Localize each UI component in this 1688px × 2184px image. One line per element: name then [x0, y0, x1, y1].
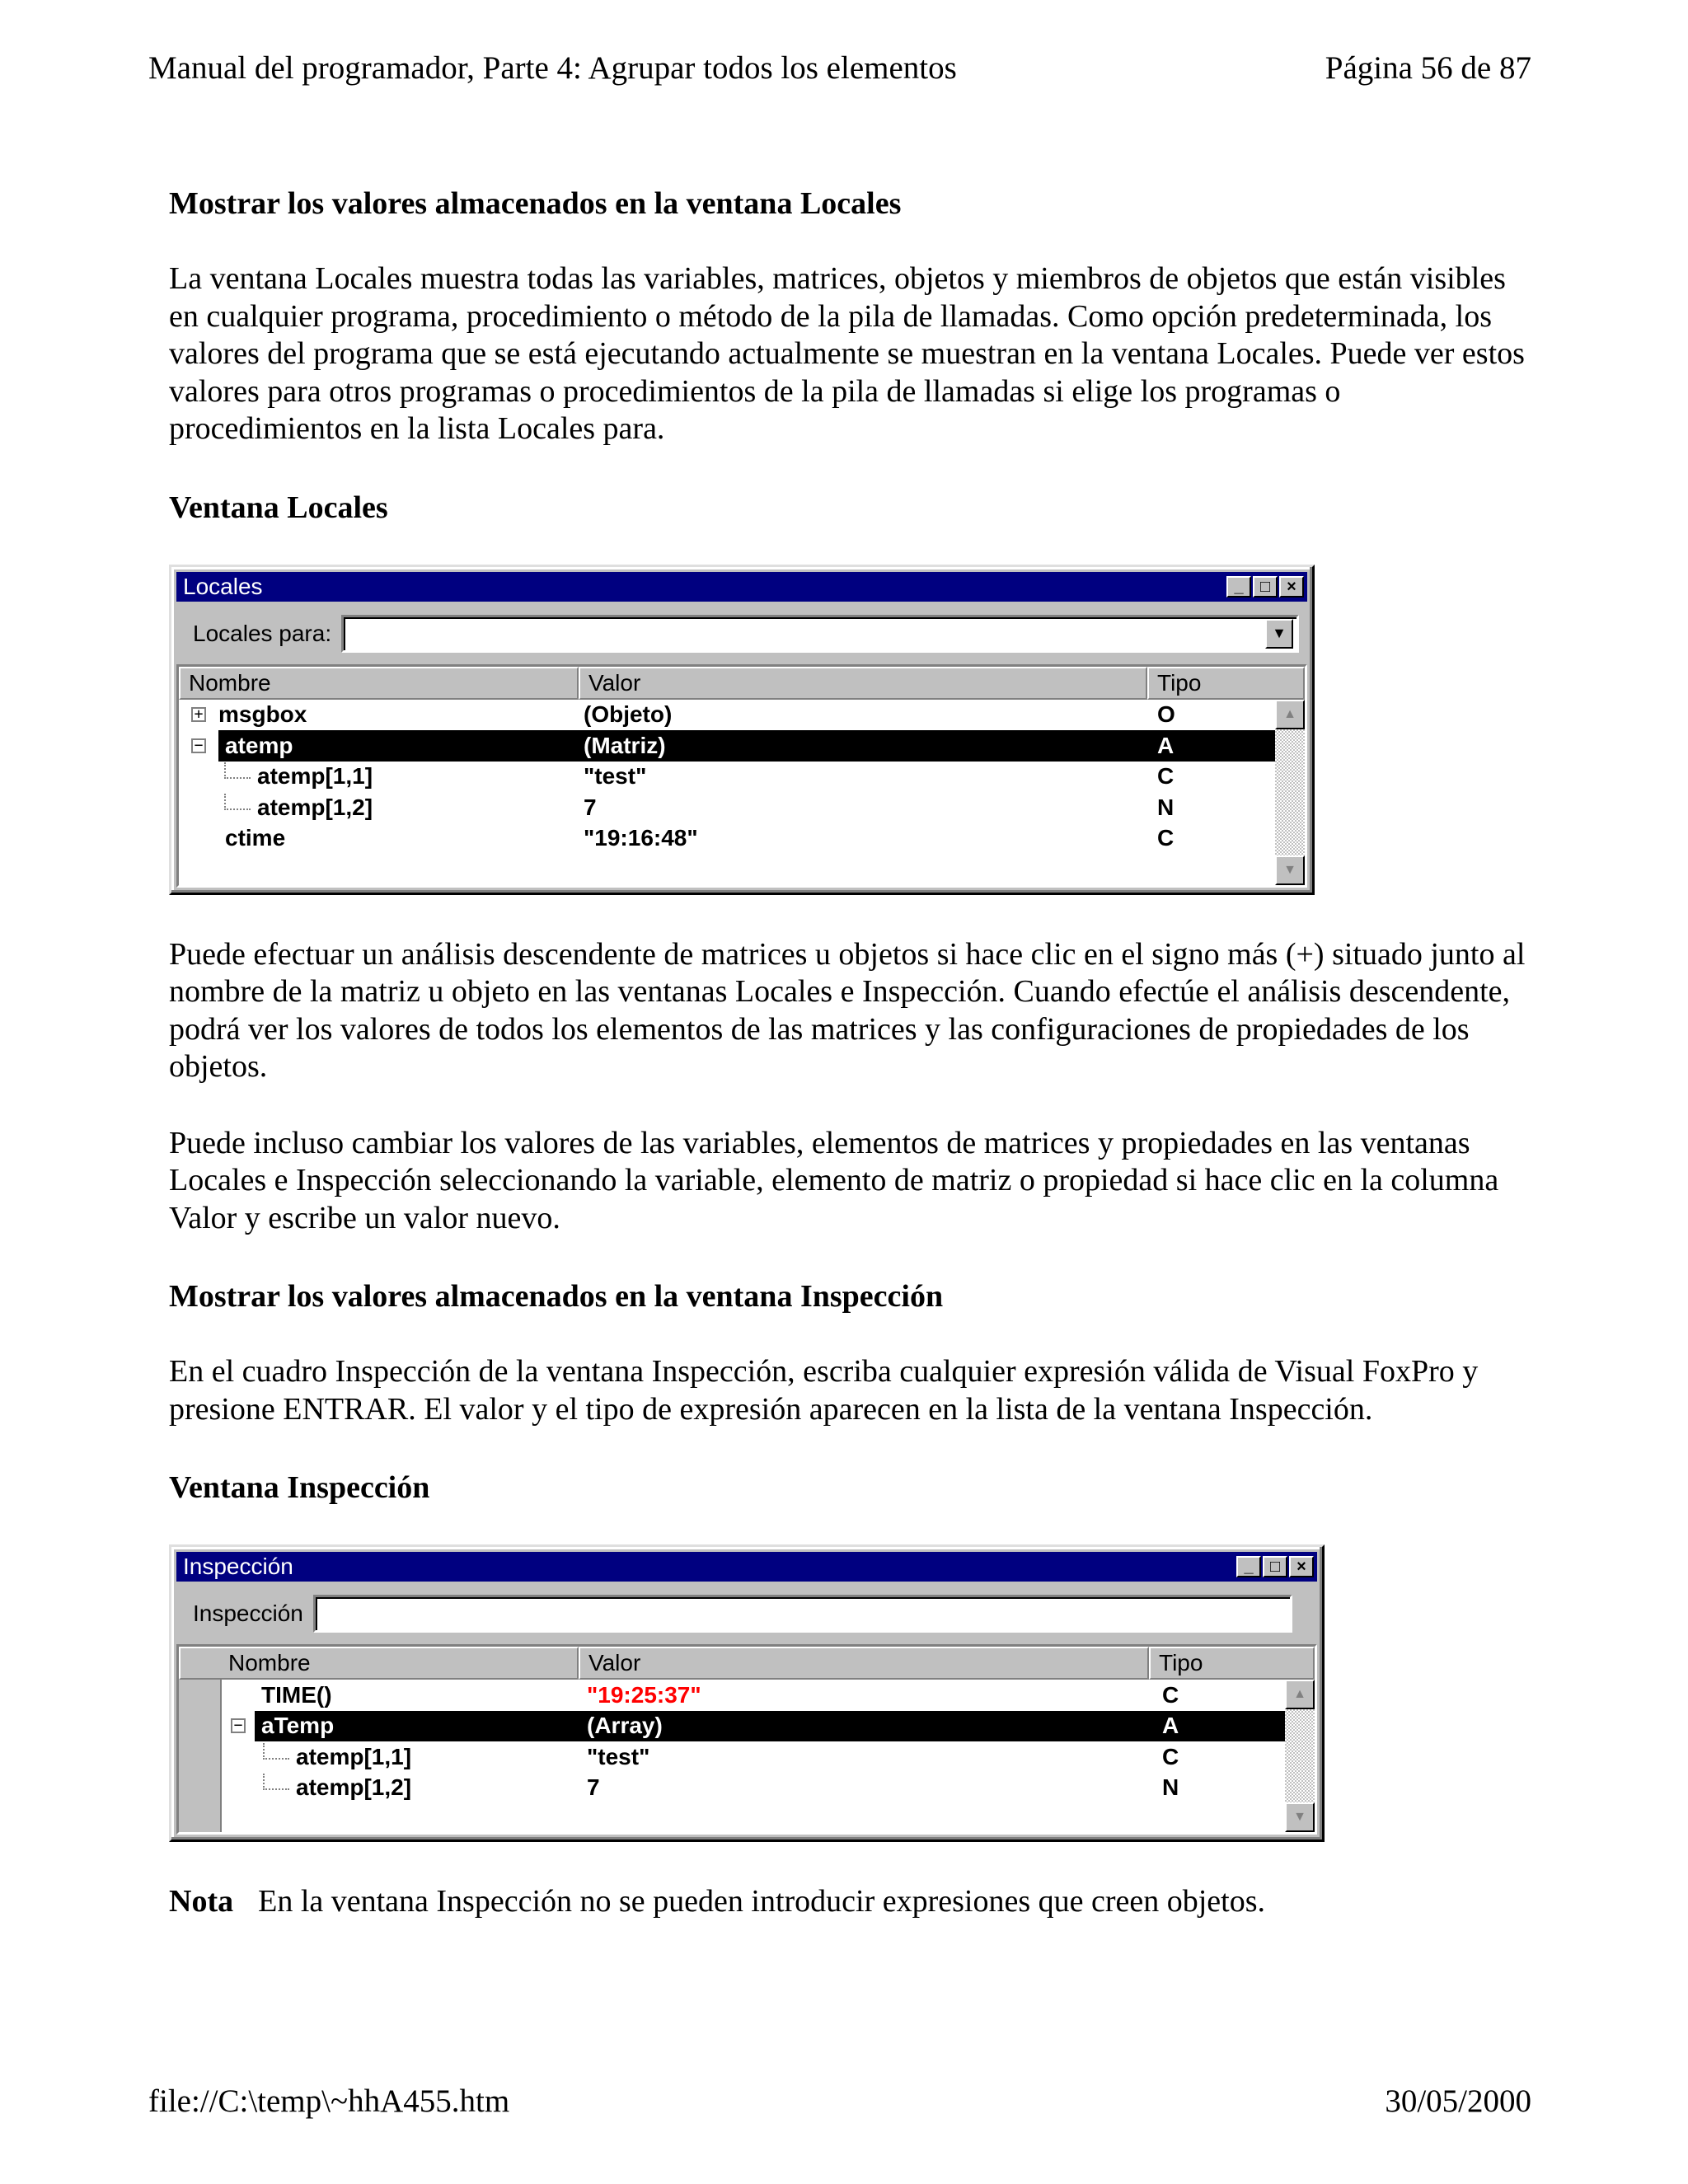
tree-line-icon — [224, 762, 251, 779]
scroll-down-button[interactable] — [1285, 1802, 1315, 1832]
list-row[interactable] — [179, 823, 1275, 855]
row-value[interactable]: "test" — [584, 763, 647, 790]
scroll-up-button[interactable] — [1275, 700, 1305, 729]
note-text: En la ventana Inspección no se pueden introducir expresiones que creen objetos. — [258, 1884, 1266, 1919]
tree-connector — [222, 1741, 296, 1773]
expand-toggle[interactable] — [179, 700, 218, 731]
list-rows — [222, 1680, 1285, 1832]
locales-list — [176, 664, 1307, 888]
row-value[interactable]: "19:16:48" — [584, 825, 698, 851]
note — [169, 1883, 1529, 1921]
file-path: file://C:\temp\~hhA455.htm — [148, 2083, 510, 2119]
minus-icon: − — [231, 1718, 246, 1733]
locales-titlebar[interactable] — [176, 572, 1307, 602]
inspeccion-input[interactable] — [313, 1595, 1292, 1633]
row-indent — [222, 1680, 261, 1711]
section-heading-inspeccion: Mostrar los valores almacenados en la ventana Inspección — [169, 1279, 944, 1314]
plus-icon: + — [191, 707, 206, 722]
section-heading-locales: Mostrar los valores almacenados en la ventana Locales — [169, 186, 902, 221]
locales-window — [169, 565, 1315, 895]
minimize-icon: _ — [1244, 1558, 1254, 1576]
list-row-selected[interactable] — [222, 1711, 1285, 1742]
arrow-up-icon: ▲ — [1293, 1687, 1306, 1701]
minimize-button[interactable] — [1226, 576, 1251, 598]
row-name: aTemp — [255, 1711, 582, 1742]
row-type: A — [1152, 1711, 1285, 1742]
arrow-up-icon: ▲ — [1283, 706, 1296, 721]
arrow-down-icon: ▼ — [1283, 862, 1296, 877]
row-type: N — [1157, 794, 1175, 820]
list-row[interactable] — [222, 1680, 1285, 1711]
collapse-toggle[interactable] — [179, 730, 218, 762]
column-header-tipo[interactable]: Tipo — [1147, 667, 1305, 700]
inspeccion-row — [176, 1582, 1317, 1644]
row-value[interactable]: (Array) — [582, 1711, 1152, 1742]
page-number: Página 56 de 87 — [1325, 50, 1531, 86]
footer-date: 30/05/2000 — [1385, 2083, 1531, 2119]
maximize-button[interactable] — [1263, 1556, 1287, 1577]
list-rows — [179, 700, 1275, 885]
maximize-icon: □ — [1259, 577, 1271, 596]
scroll-down-button[interactable] — [1275, 855, 1305, 885]
page-footer — [148, 2081, 1531, 2122]
collapse-toggle[interactable] — [222, 1711, 255, 1742]
row-type: C — [1157, 825, 1175, 851]
inspeccion-window-title: Inspección — [183, 1554, 293, 1579]
row-type: N — [1162, 1774, 1179, 1801]
paragraph-inspeccion-intro: En el cuadro Inspección de la ventana Inspección, escriba cualquier expresión válida de Visual FoxPro y presione ENTRAR. El valor y el tipo de expresión aparecen en la lista de la ventana Inspección. — [169, 1354, 1479, 1427]
row-type: C — [1162, 1681, 1179, 1708]
close-icon: × — [1287, 577, 1296, 596]
locales-window-title: Locales — [183, 573, 263, 599]
paragraph-locales-intro: La ventana Locales muestra todas las variables, matrices, objetos y miembros de objetos que están visibles en cualquier programa, procedimiento o método de la pila de llamadas. Como opción predeterminada, los valores del programa que se está ejecutando actualmente se muestran en la ventana Locales. Puede ver estos valores para otros programas o procedimientos de la pila de llamadas si elige los programas o procedimientos en la lista Locales para. — [169, 261, 1525, 446]
window-controls — [1226, 576, 1304, 598]
inspeccion-list — [176, 1644, 1317, 1835]
row-name: ctime — [225, 825, 286, 851]
row-name: atemp[1,1] — [296, 1743, 412, 1769]
dropdown-button[interactable] — [1265, 619, 1293, 649]
row-gutter — [179, 1680, 222, 1832]
row-value[interactable]: 7 — [587, 1774, 600, 1801]
list-row[interactable] — [179, 700, 1275, 731]
row-value[interactable]: "19:25:37" — [587, 1681, 701, 1708]
maximize-button[interactable] — [1253, 576, 1278, 598]
row-type: C — [1162, 1743, 1179, 1769]
column-header-valor[interactable]: Valor — [579, 1647, 1149, 1680]
tree-line-icon — [263, 1743, 289, 1760]
row-name: atemp — [218, 730, 579, 762]
row-name: atemp[1,1] — [257, 763, 373, 790]
tree-line-icon — [224, 794, 251, 810]
locales-for-label: Locales para: — [193, 620, 332, 646]
row-name: atemp[1,2] — [257, 794, 373, 820]
list-row-selected[interactable] — [179, 730, 1275, 762]
paragraph-drilldown: Puede efectuar un análisis descendente de matrices u objetos si hace clic en el signo más (+) situado junto al nombre de la matriz u objeto en las ventanas Locales e Inspección. Cuando efectúe el análisis descendente, podrá ver los valores de todos los elementos de las matrices y las configuraciones de propiedades de los objetos. — [169, 936, 1526, 1084]
note-label: Nota — [169, 1884, 234, 1919]
vertical-scrollbar[interactable] — [1285, 1680, 1315, 1832]
column-header-nombre[interactable]: Nombre — [179, 1647, 579, 1680]
inspeccion-window — [169, 1544, 1325, 1842]
list-header — [179, 667, 1305, 700]
document-content — [169, 183, 1529, 1960]
locales-for-row — [176, 602, 1307, 664]
row-type: C — [1157, 763, 1175, 790]
close-button[interactable] — [1279, 576, 1304, 598]
row-type: O — [1157, 701, 1175, 728]
page-header — [148, 48, 1531, 89]
minimize-icon: _ — [1234, 577, 1244, 596]
inspeccion-label: Inspección — [193, 1601, 303, 1626]
tree-connector — [222, 1773, 296, 1804]
column-header-valor[interactable]: Valor — [579, 667, 1147, 700]
scroll-up-button[interactable] — [1285, 1680, 1315, 1709]
tree-connector — [179, 762, 257, 793]
list-row[interactable] — [179, 762, 1275, 793]
row-value[interactable]: 7 — [584, 794, 597, 820]
row-value[interactable]: (Objeto) — [584, 701, 673, 728]
list-row[interactable] — [179, 792, 1275, 823]
close-icon: × — [1296, 1558, 1306, 1576]
row-name: TIME() — [261, 1681, 332, 1708]
minus-icon: − — [191, 738, 206, 753]
paragraph-edit-values: Puede incluso cambiar los valores de las variables, elementos de matrices y propiedades en las ventanas Locales e Inspección seleccionando la variable, elemento de matriz o propiedad si hace clic en la columna Valor y escribe un valor nuevo. — [169, 1125, 1499, 1235]
header-title: Manual del programador, Parte 4: Agrupar todos los elementos — [148, 50, 957, 86]
column-header-tipo[interactable]: Tipo — [1149, 1647, 1315, 1680]
locales-for-dropdown[interactable] — [341, 615, 1299, 653]
list-body — [179, 700, 1305, 885]
list-row[interactable] — [222, 1773, 1285, 1804]
row-name: msgbox — [218, 701, 307, 728]
tree-connector — [179, 792, 257, 823]
row-value[interactable]: (Matriz) — [579, 730, 1147, 762]
figure-heading-inspeccion: Ventana Inspección — [169, 1470, 430, 1505]
tree-line-icon — [263, 1774, 289, 1790]
list-body — [179, 1680, 1315, 1832]
vertical-scrollbar[interactable] — [1275, 700, 1305, 885]
figure-heading-locales: Ventana Locales — [169, 490, 388, 525]
window-controls — [1236, 1556, 1314, 1577]
column-header-nombre[interactable]: Nombre — [179, 667, 579, 700]
minimize-button[interactable] — [1236, 1556, 1261, 1577]
row-indent — [179, 823, 225, 855]
close-button[interactable] — [1289, 1556, 1314, 1577]
inspeccion-titlebar[interactable] — [176, 1552, 1317, 1582]
list-header — [179, 1647, 1315, 1680]
row-name: atemp[1,2] — [296, 1774, 412, 1801]
chevron-down-icon: ▼ — [1272, 625, 1287, 641]
arrow-down-icon: ▼ — [1293, 1810, 1306, 1824]
row-value[interactable]: "test" — [587, 1743, 650, 1769]
maximize-icon: □ — [1269, 1558, 1281, 1576]
row-type: A — [1147, 730, 1275, 762]
list-row[interactable] — [222, 1741, 1285, 1773]
